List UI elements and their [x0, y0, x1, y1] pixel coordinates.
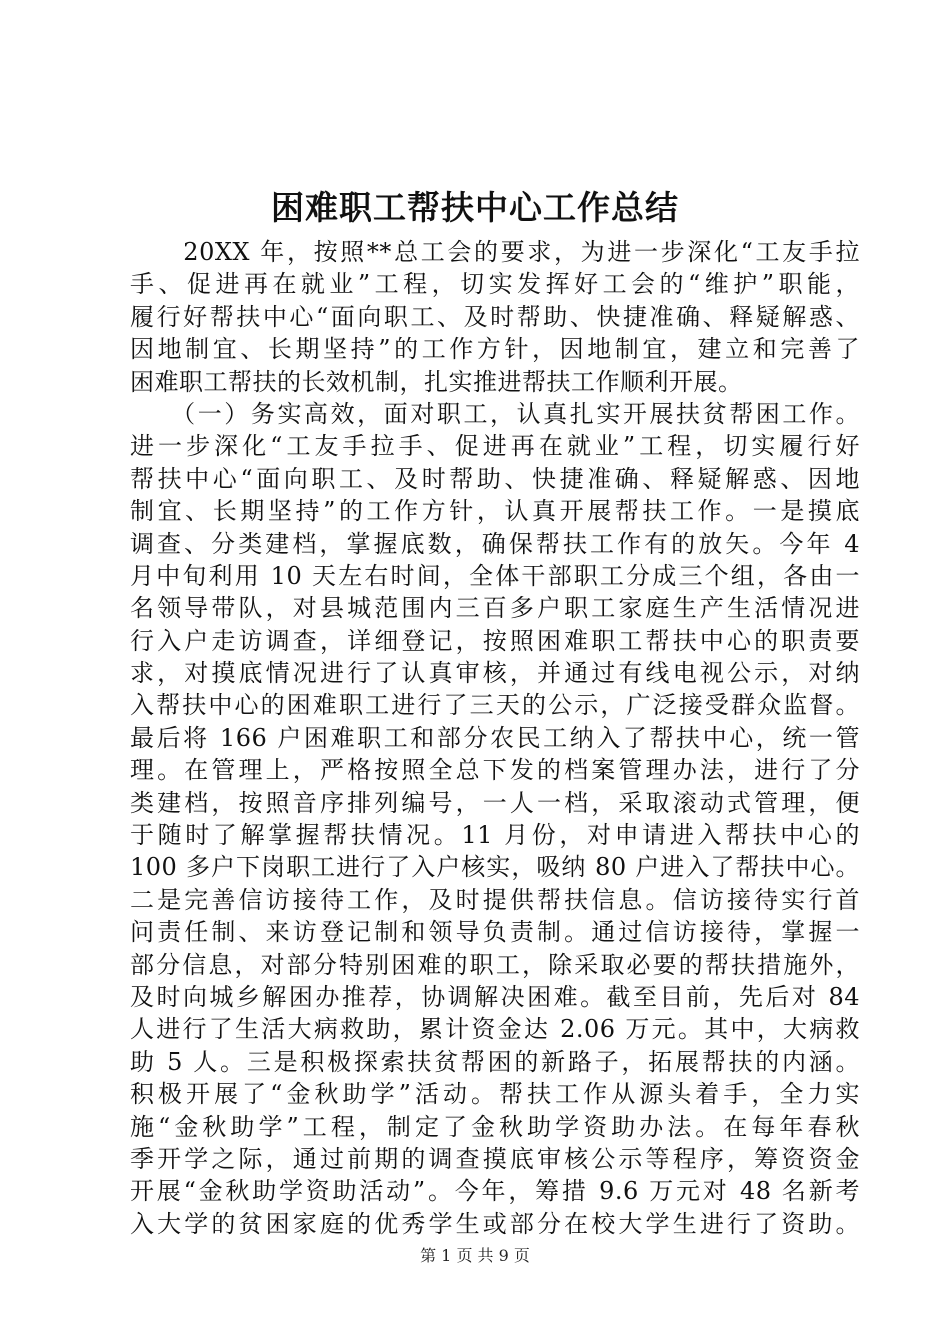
text-line: 问责任制、来访登记制和领导负责制。通过信访接待，掌握一 [130, 918, 860, 947]
text-line: 20XX 年，按照**总工会的要求，为进一步深化“工友手拉 [130, 238, 860, 266]
text-line: 开展“金秋助学资助活动”。今年，筹措 9.6 万元对 48 名新考 [130, 1177, 860, 1206]
text-line: 入大学的贫困家庭的优秀学生或部分在校大学生进行了资助。 [130, 1209, 860, 1238]
text-line: 理。在管理上，严格按照全总下发的档案管理办法，进行了分 [130, 756, 860, 785]
text-line: 积极开展了“金秋助学”活动。帮扶工作从源头着手，全力实 [130, 1080, 860, 1109]
text-line: 部分信息，对部分特别困难的职工，除采取必要的帮扶措施外， [130, 950, 860, 979]
text-line: 手、促进再在就业”工程，切实发挥好工会的“维护”职能， [130, 270, 860, 299]
text-line: 月中旬利用 10 天左右时间，全体干部职工分成三个组，各由一 [130, 561, 860, 590]
text-line: 制宜、长期坚持”的工作方针，认真开展帮扶工作。一是摸底 [130, 497, 860, 526]
text-line: 调查、分类建档，掌握底数，确保帮扶工作有的放矢。今年 4 [130, 529, 860, 558]
text-line: 行入户走访调查，详细登记，按照困难职工帮扶中心的职责要 [130, 626, 860, 655]
text-line: 100 多户下岗职工进行了入户核实，吸纳 80 户进入了帮扶中心。 [130, 853, 860, 882]
text-line: 履行好帮扶中心“面向职工、及时帮助、快捷准确、释疑解惑、 [130, 302, 860, 331]
text-line: （一）务实高效，面对职工，认真扎实开展扶贫帮困工作。 [130, 399, 860, 428]
text-line: 季开学之际，通过前期的调查摸底审核公示等程序，筹资资金 [130, 1144, 860, 1173]
text-line: 帮扶中心“面向职工、及时帮助、快捷准确、释疑解惑、因地 [130, 464, 860, 493]
page-footer: 第 1 页 共 9 页 [420, 1246, 530, 1265]
text-line: 名领导带队，对县城范围内三百多户职工家庭生产生活情况进 [130, 594, 860, 623]
text-line: 困难职工帮扶的长效机制，扎实推进帮扶工作顺利开展。 [130, 367, 743, 396]
text-line: 于随时了解掌握帮扶情况。11 月份，对申请进入帮扶中心的 [130, 821, 860, 850]
text-line: 人进行了生活大病救助，累计资金达 2.06 万元。其中，大病救 [130, 1015, 860, 1044]
text-line: 及时向城乡解困办推荐，协调解决困难。截至目前，先后对 84 [130, 982, 860, 1011]
text-line: 施“金秋助学”工程，制定了金秋助学资助办法。在每年春秋 [130, 1112, 860, 1141]
text-line: 助 5 人。三是积极探索扶贫帮困的新路子，拓展帮扶的内涵。 [130, 1047, 860, 1076]
document-title: 困难职工帮扶中心工作总结 [271, 188, 679, 227]
text-line: 因地制宜、长期坚持”的工作方针，因地制宜，建立和完善了 [130, 335, 860, 364]
text-line: 求，对摸底情况进行了认真审核，并通过有线电视公示，对纳 [130, 659, 860, 688]
document-body [130, 236, 860, 1240]
text-line: 入帮扶中心的困难职工进行了三天的公示，广泛接受群众监督。 [130, 691, 860, 720]
text-line: 进一步深化“工友手拉手、促进再在就业”工程，切实履行好 [130, 432, 860, 461]
text-line: 最后将 166 户困难职工和部分农民工纳入了帮扶中心，统一管 [130, 723, 860, 752]
text-line: 二是完善信访接待工作，及时提供帮扶信息。信访接待实行首 [130, 885, 860, 914]
text-line: 类建档，按照音序排列编号，一人一档，采取滚动式管理，便 [130, 788, 860, 817]
